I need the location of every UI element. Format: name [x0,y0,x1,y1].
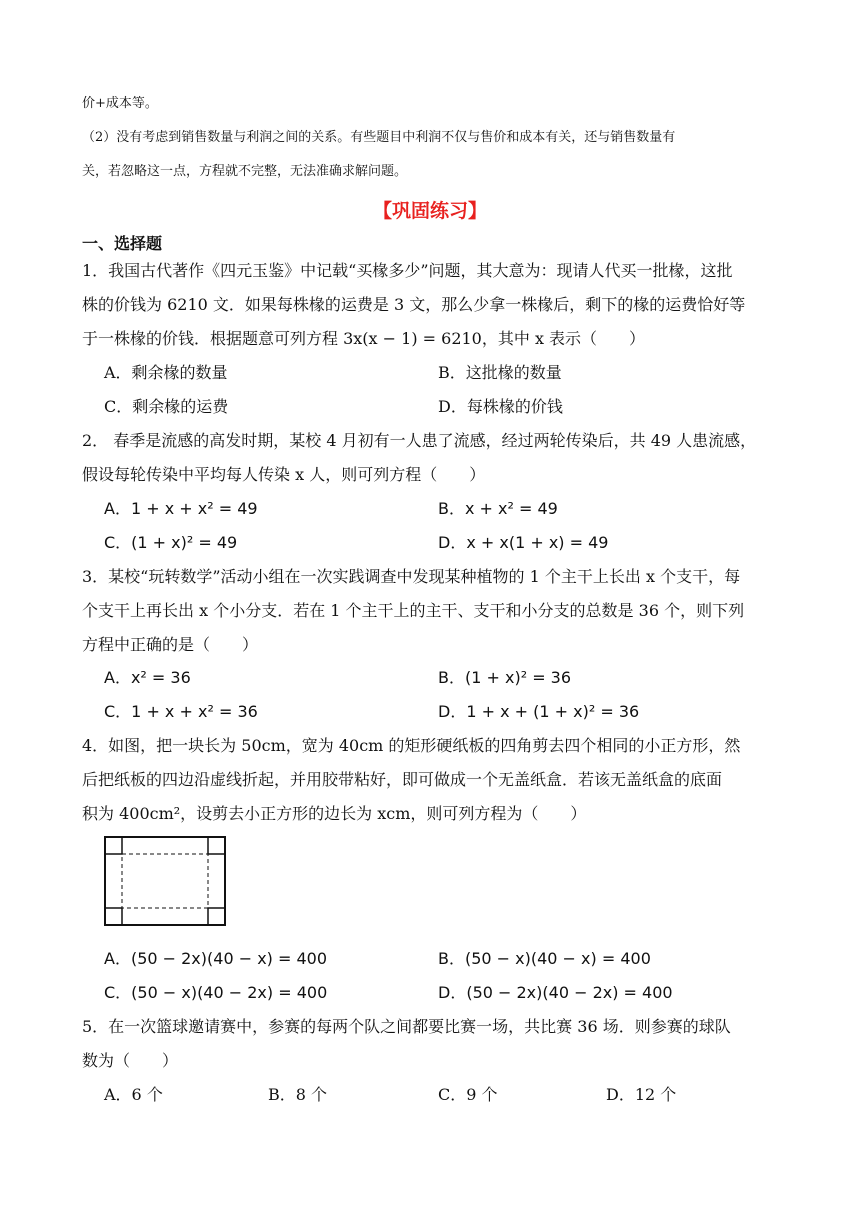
option-a: A．1 + x + x² = 49 [104,499,258,518]
question-text-line: 1．我国古代著作《四元玉鉴》中记载“买椽多少”问题，其大意为：现请人代买一批椽，这批 [82,261,733,280]
option-a: A．x² = 36 [104,668,191,687]
option-b: B．(1 + x)² = 36 [438,668,572,687]
option-d: D．(50 − 2x)(40 − 2x) = 400 [438,983,673,1002]
corner-square-bottom-right [208,908,225,925]
option-d: D．x + x(1 + x) = 49 [438,533,609,552]
option-c: C．9 个 [438,1085,498,1104]
intro-line-3: 关，若忽略这一点，方程就不完整，无法准确求解问题。 [82,164,408,179]
question-text-line: 5．在一次篮球邀请赛中，参赛的每两个队之间都要比赛一场，共比赛 36 场．则参赛的球队 [82,1017,731,1036]
option-b: B．8 个 [268,1085,328,1104]
option-d: D．每株椽的价钱 [438,397,563,416]
section-heading: 一、选择题 [82,234,163,253]
corner-square-top-left [105,837,122,854]
option-d: D．12 个 [606,1085,677,1104]
question-text-line: 于一株椽的价钱．根据题意可列方程 3x(x − 1) = 6210，其中 x 表示（ ） [82,329,646,348]
option-a: A．剩余椽的数量 [104,363,228,382]
question-text-line: 假设每轮传染中平均每人传染 x 人，则可列方程（ ） [82,465,486,484]
option-c: C．(1 + x)² = 49 [104,533,238,552]
option-c: C．(50 − x)(40 − 2x) = 400 [104,983,328,1002]
question-text-line: 方程中正确的是（ ） [82,635,259,654]
question-text-line: 2． 春季是流感的高发时期，某校 4 月初有一人患了流感，经过两轮传染后，共 49 人患流感， [82,431,757,450]
option-c: C．剩余椽的运费 [104,397,229,416]
option-c: C．1 + x + x² = 36 [104,702,258,721]
section-title: 【巩固练习】 [372,200,487,222]
question-text-line: 个支干上再长出 x 个小分支．若在 1 个主干上的主干、支干和小分支的总数是 36 个，则下列 [82,601,745,620]
option-b: B．x + x² = 49 [438,499,558,518]
intro-line-2: （2）没有考虑到销售数量与利润之间的关系。有些题目中利润不仅与售价和成本有关，还与销售数量有 [82,130,676,145]
option-b: B．这批椽的数量 [438,363,562,382]
option-a: A．(50 − 2x)(40 − x) = 400 [104,949,328,968]
question-text-line: 数为（ ） [82,1051,179,1070]
corner-square-top-right [208,837,225,854]
board-outline [105,837,225,925]
cardboard-box-figure [104,836,228,928]
question-text-line: 后把纸板的四边沿虚线折起，并用胶带粘好，即可做成一个无盖纸盒．若该无盖纸盒的底面 [82,770,723,789]
question-text-line: 4．如图，把一块长为 50cm，宽为 40cm 的矩形硬纸板的四角剪去四个相同的小正方形，然 [82,736,741,755]
question-text-line: 3．某校“玩转数学”活动小组在一次实践调查中发现某种植物的 1 个主干上长出 x 个支干，每 [82,567,741,586]
option-a: A．6 个 [104,1085,163,1104]
question-text-line: 株的价钱为 6210 文．如果每株椽的运费是 3 文，那么少拿一株椽后，剩下的椽的运费恰好等 [82,295,746,314]
intro-line-1: 价+成本等。 [82,96,158,111]
fold-lines [122,854,208,908]
question-text-line: 积为 400cm²，设剪去小正方形的边长为 xcm，则可列方程为（ ） [82,804,587,823]
option-b: B．(50 − x)(40 − x) = 400 [438,949,651,968]
corner-square-bottom-left [105,908,122,925]
option-d: D．1 + x + (1 + x)² = 36 [438,702,640,721]
